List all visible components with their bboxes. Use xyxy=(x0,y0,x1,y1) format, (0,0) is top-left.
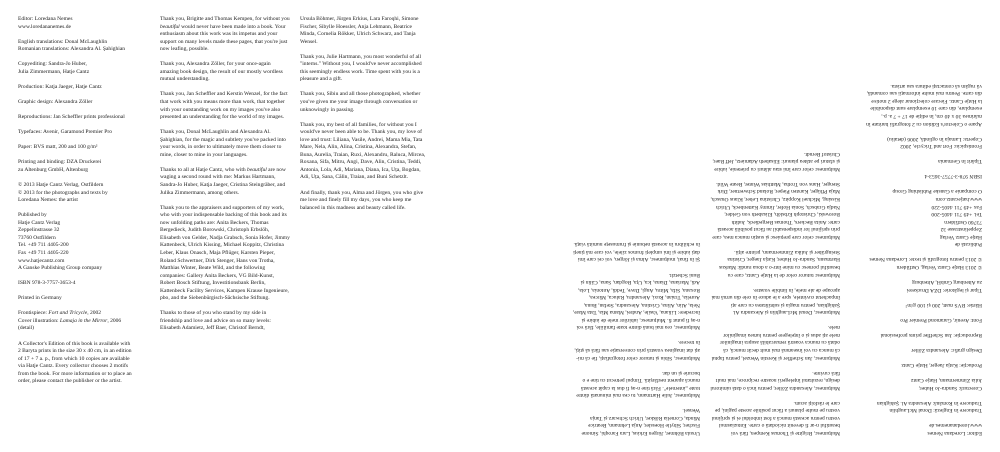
production-line: Production: Katja Jaeger, Hatje Cantz xyxy=(18,83,102,90)
thanks-paragraph: Ursula Böhmer, Jürgen Erkius, Lara Faroqhi, Simone Fischer, Sibylle Hoessler, Anja Lehmann, Beatrice Minda, Cornelia Rökker, Ulrich Schwarz, and Tanja Wensel. xyxy=(300,16,419,45)
copyright-line: © 2013 Hatje Cantz Verlag, Ostfildern xyxy=(18,182,104,189)
mirror-line: Hatje Cantz Verlag xyxy=(939,233,982,240)
copyright-line-2: © 2013 for the photographs and texts by xyxy=(18,189,108,196)
thanks-paragraph: And finally, thank you, Alma and Jörgen, you who give me love and finely fill my days, you who keep me balanced in this madness and beauty called life. xyxy=(300,189,424,211)
cover-line xyxy=(18,318,134,326)
mirror-acknowledgements-column-1 xyxy=(710,142,840,436)
mirror-paragraph: Mulțumesc, Julie Hartmann, tu cea mai minunată dintre toate „internele". Fără tine n-aș fi dus la capăt această muncă aparent nesfârșită. Timpul petrecut cu tine e o bucurie și un dar. xyxy=(576,369,700,399)
thanks-text: Thanks to all at Hatje Cantz, who with xyxy=(160,166,248,173)
frontispiece-label: Frontispiece: xyxy=(18,310,49,317)
mirror-line: ISBN 978-3-7757-3653-4 xyxy=(924,173,982,180)
mirror-line: Design grafic: Alexandra Zöller xyxy=(911,346,982,353)
cover-year: , 2006 xyxy=(107,317,122,324)
colophon-column xyxy=(18,16,134,393)
publisher-city: 73760 Ostfildern xyxy=(18,234,56,241)
mirror-line: Coperta: Lamaja în oglindă, 2006 (detaliu) xyxy=(887,135,982,142)
editor-line: Editor: Loredana Nemes xyxy=(18,16,73,22)
mirror-line: Tel. +49 711 4405-200 xyxy=(931,211,982,218)
printing-line-2: zu Altenburg GmbH, Altenburg xyxy=(18,166,89,173)
publisher-tel: Tel. +49 711 4405-200 xyxy=(18,242,69,249)
english-translations-line: English translations: Donal McLaughlin xyxy=(18,38,108,45)
thanks-paragraph: Thank you, Sibiu and all those photographed, whether you've given me your image through conversation or unknowingly in passing. xyxy=(300,91,421,113)
reproductions-line: Reproductions: Jan Scheffler prints professional xyxy=(18,114,125,121)
acknowledgements-column-1 xyxy=(160,16,290,341)
mirror-paragraph: Și în final, mulțumesc, Alma și Jörgen, voi cei care îmi dați iubire și îmi umpleți frumos zilele, voi care mă țineți în echilibru în această nebunie și frumusețe numită viață. xyxy=(573,241,700,263)
thanks-paragraph: Thanks to those of you who stand by my side in friendship and love and advice on so many levels: Elisabeth Adamietz, Jeff Baer, Christof Berndt, xyxy=(160,310,271,332)
romanian-page xyxy=(500,0,1000,452)
mirror-paragraph: Mulțumesc, Brigitte și Thomas Kempen, fără voi beautiful n-ar fi devenit niciodată o carte. Entuziasmul vostru pentru această muncă a fost imboldul ei și sprijinul vostru pe multe planuri a făcut posibile aceste pagini, pe care le răsfoiți acum. xyxy=(711,399,840,436)
thanks-paragraph xyxy=(160,16,290,54)
mirror-line: Corectură: Sandra-Jo Huber, xyxy=(918,384,982,391)
mirror-line: Font: Avenir, Garamond Premier Pro xyxy=(900,316,982,323)
mirror-line: Editor: Loredana Nemes xyxy=(927,430,982,436)
isbn-line: ISBN 978-3-7757-3653-4 xyxy=(18,280,76,287)
mirror-line: © 2013 pentru fotografii și texte: Loredana Nemes xyxy=(869,256,982,263)
thanks-paragraph: Thank you, Alexandra Zöller, for your once-again amazing book design, the result of our mostly wordless mutual understanding. xyxy=(160,61,283,83)
frontispiece-line xyxy=(18,310,134,318)
mirror-line: © 2013 Hatje Cantz Verlag, Ostfildern xyxy=(896,263,982,270)
cover-title: Lamaja in the Mirror xyxy=(59,317,108,324)
website-line: www.loredananemes.de xyxy=(18,23,71,30)
mirror-paragraph: Mulțumesc, Donal McLaughlin și Alexandra Al. Şahighian, pentru magia și subtilitatea cu care ați împachetat cuvintele, spre a le aduce în cele din urmă mai aproape de ale mele, în limbile voastre. xyxy=(711,286,840,316)
mirror-line: 73760 Ostfildern xyxy=(944,218,982,225)
thanks-paragraph xyxy=(160,167,290,197)
mirror-paragraph: Mulțumesc, cea mai bună dintre toate familiile, fără voi n-aș fi putut fi. Mulțumesc, iubirilor mele de iubire și încredere: Liliana, Vasile, Andrei, Mama Mia, Tata Mare, Nela, Alin, Alina, Cristina, Alexandra, Stefan, Buna, Aurelia, Traian, Ruxi, Alexandru, Raluca, Mircea, Roxana, Sifa, Mitru, Angi, Dave, Teddi, Antonia, Lola, Adi, Mariana, Diana, Ica, Uța, Bogdan, Sana, Călin și Buni Schetzlt. xyxy=(572,271,700,331)
publisher-name: Hatje Cantz Verlag xyxy=(18,219,61,226)
mirror-line: Zeppelinstrasse 32 xyxy=(940,226,982,233)
mirror-line: zu Altenburg GmbH, Altenburg xyxy=(911,279,982,286)
mirror-paragraph: Ursula Böhmer, Jürgen Erkius, Lara Faroqhi, Simone Fischer, Sibylle Hoessler, Anja Lehmann, Beatrice Minda, Cornelia Rökker, Ulrich Schwarz și Tanja Wensel. xyxy=(581,407,700,436)
cover-label: Cover illustration: xyxy=(18,317,60,324)
mirror-line: Producție: Katja Jaeger, Hatje Cantz xyxy=(901,362,982,369)
typefaces-line: Typefaces: Avenir, Garamond Premier Pro xyxy=(18,129,113,136)
frontispiece-title: Fort and Tricycle xyxy=(48,310,88,317)
mirror-line: O companie a Ganske Publishing Group xyxy=(892,188,982,195)
thanks-paragraph: Thank you to the appraisers and supporters of my work, who with your indispensable backing of this book and its now unfolding paths are: Anita Beckers, Thomas Bergedieck, Judith Borowski, Christoph Erbslöh, Elisabeth von Gelder, Nadja Grabsch, Sonia Hofer, Jimmy Kattenbeck, Ulrich Kissing, Michael Koppitz, Christina Leber, Klaus Onasch, Maja Pflüger, Karsten Pieper, Roland Schwertner, Dirk Stenger, Hans von Trotha, Matthias Winter, Beate Wild, and the following companies: Gallery Anita Beckers, VG Bild-Kunst, Robert Bosch Stiftung, Investitionsbank Berlin, Kattenbeck Facility Services, Kampen Krause Ingenieure, pbo, and the Siebenbürgisch-Sächsische Stiftung. xyxy=(160,204,290,302)
mirror-paragraph: Apare o Colector's Edition cu 2 fotografii baritate în mărimea 30 x 40 cm, în ediție de 17 + 7 a. p., exemplare, din care 10 exemplare sunt disponibile la Hatje Cantz. Fiecare colecționar alege 2 motive din carte. Pentru mai multe informații sau comandă, vă rugăm să contactați editura sau artista. xyxy=(866,82,982,127)
mirror-paragraph: Mulțumesc tuturor celor de la Hatje Cantz, care cu beautiful pornesc cu mine într-o a doua rundă: Markus Hartmann, Sandra-Jo Huber, Katja Jaeger, Cristina Steingräber și Julika Zimmermann, printre alții. xyxy=(719,248,840,278)
published-by-label: Published by xyxy=(18,212,47,219)
copyediting-line-2: Julia Zimmermann, Hatje Cantz xyxy=(18,68,90,75)
mirror-paragraph: Mulțumesc celor care prețuiesc și susțin munca mea, care prin sprijinul lor indispensabil au făcut posibilă această carte: Anita Beckers, Thomas Bergedieck, Judith Borowski, Christoph Erbslöh, Elisabeth von Gelder, Nadja Grabsch, Sonia Hofer, Jimmy Kattenbeck, Ulrich Kissing, Michael Koppitz, Christina Leber, Klaus Onasch, Maja Pflüger, Karsten Pieper, Roland Schwertner, Dirk Stenger, Hans von Trotha, Matthias Winter, Beate Wild. xyxy=(710,180,840,240)
mirror-line: www.hatjecantz.com xyxy=(935,196,982,203)
mirror-line: Publicată de xyxy=(954,241,982,248)
mirror-colophon-column xyxy=(866,74,982,436)
thanks-paragraph: Thank you, Jan Scheffler and Kerstin Wenzel, for the fact that work with you means more than work, that together with your outstanding work on my images you've also presented an understanding for the world of my images. xyxy=(160,91,288,121)
cover-detail: (detail) xyxy=(18,325,35,332)
thanks-text: would never have been made into a book. Your enthusiasm about this work was its impetus and your support on many levels made these pages, that you're just now leafing, possible. xyxy=(160,23,288,53)
thanks-paragraph: Thank you, my best of all families, for without you I would've never been able to be. Thank you, my love of love and trust: Liliana, Vasile, Andrei, Mama Mia, Tata Mare, Nela, Alin, Alina, Cristina, Alexandra, Stefan, Buna, Aurelia, Traian, Ruxi, Alexandru, Ralucа, Mircea, Roxana, Sifa, Mitru, Angi, Dave, Alin, Cristina, Teddi, Antonia, Lola, Adi, Mariana, Diana, Ica, Uța, Bogdan, Adi, Uța, Sana, Călin, Traian, and Buni Schetzlt. xyxy=(300,121,426,181)
collectors-edition-note: A Collector's Edition of this book is available with 2 Baryta prints in the size 30 x 40 cm, in an edition of 17 + 7 a. p., from which 10 copies are available via Hatje Cantz. Every collector chooses 2 motifs from the book. For more information or to place an order, please contact the publisher or the artist. xyxy=(18,340,132,385)
copyright-line-3: Loredana Nemes: the artist xyxy=(18,197,78,204)
thanks-text: Thank you, Brigitte and Thomas Kempen, for without you xyxy=(160,16,290,22)
printed-in-line: Printed in Germany xyxy=(18,295,62,302)
mirror-paragraph: Mulțumesc, Sibiu și tuturor celor fotografiați, fie că mi-ați dat imaginea voastră prin conversație sau fără să știți, în trecere. xyxy=(574,339,700,361)
mirror-line: Julia Zimmermann, Hatje Cantz xyxy=(910,377,982,384)
paper-line: Paper: BVS matt, 200 and 100 g/m² xyxy=(18,144,98,151)
mirror-line: Frontispiciu: Fort and Tricycle, 2002 xyxy=(900,143,982,150)
upside-down-layer xyxy=(500,0,1000,452)
mirror-line: Reproducție: Jan Scheffler prints professional xyxy=(880,331,982,338)
mirror-line: www.loredananemes.de xyxy=(929,422,982,429)
thanks-text: are now waging a second round with me: Markus Hartmann, Sandra-Jo Huber, Katja Jaeger, Cristina Steingräber, and Julika Zimmermann, among others. xyxy=(160,166,286,196)
mirror-paragraph: Mulțumesc, Alexandra Zöller, pentru încă o dată uimitorul design, rezultatul înțelegerii noastre reciproce, mai mult fără cuvinte. xyxy=(710,369,840,391)
mirror-line: Tipar și legătorie: DZA Druckerei xyxy=(906,286,982,293)
publisher-group: A Ganske Publishing Group company xyxy=(18,265,103,272)
printing-line: Printing and binding: DZA Druckerei xyxy=(18,159,102,166)
copyediting-line: Copyediting: Sandra-Jo Huber, xyxy=(18,61,87,68)
publisher-web: www.hatjecantz.com xyxy=(18,257,65,264)
mirror-line: Tipărit în Germania xyxy=(938,158,982,165)
mirror-line: Traducere în Română: Alexandra Al. Şahighian xyxy=(876,399,982,406)
publisher-street: Zeppelinstrasse 32 xyxy=(18,227,60,234)
mirror-paragraph: Mulțumesc, Jan Scheffler și Kerstin Wenzel, pentru faptul că munca cu voi înseamnă mai mult decât muncă, că odată cu munca voastră remarcabilă asupra imaginilor mele ați adus și o înțelegere pentru lumea imaginilor mele. xyxy=(711,324,840,361)
book-title: beautiful xyxy=(160,23,180,30)
thanks-paragraph: Thank you, Julie Hartmann, you most wonderful of all "interns." Without you, I would've never accomplished this seemingly endless work. Time spent with you is a pleasure and a gift. xyxy=(300,53,422,83)
mirror-line: Hârtie: BVS matt, 200 și 100 g/m² xyxy=(905,301,982,308)
mirror-acknowledgements-column-2 xyxy=(572,232,700,436)
graphic-design-line: Graphic design: Alexandra Zöller xyxy=(18,99,93,106)
thanks-paragraph: Thank you, Donal McLaughlin and Alexandra Al. Şahighian, for the magic and subtlety you've packed into your words, in order to ultimately move them closer to mine, closer to mine in your languages. xyxy=(160,129,286,158)
mirror-paragraph: Mulțumesc celor care îmi stau alături cu prietenie, iubire și sfaturi pe atâtea planuri: Elisabeth Adamietz, Jeff Baer, Christof Berndt. xyxy=(712,150,840,172)
frontispiece-year: , 2002 xyxy=(87,310,102,317)
romanian-translations-line: Romanian translations: Alexandra Al. Şahighian xyxy=(18,46,126,53)
mirror-line: Traducere în Engleză: Donal McLaughlin xyxy=(889,407,982,414)
book-title: beautiful xyxy=(247,166,267,173)
publisher-fax: Fax +49 711 4405-220 xyxy=(18,249,69,256)
acknowledgements-column-2 xyxy=(300,16,428,220)
mirror-line: Fax +49 711 4405-220 xyxy=(931,203,982,210)
